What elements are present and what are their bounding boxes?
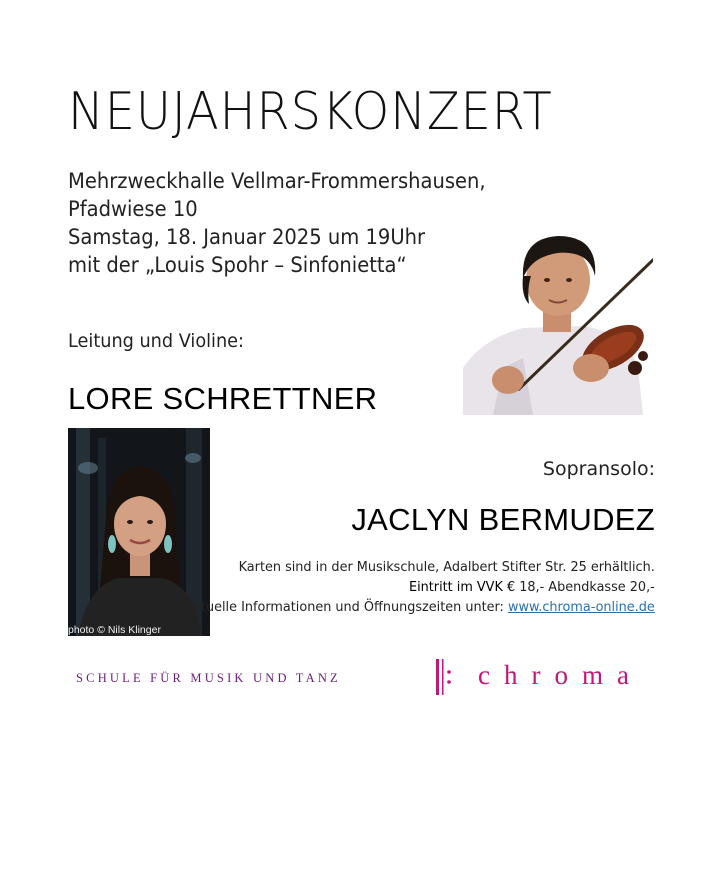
- concert-title: NEUJAHRSKONZERT: [68, 82, 553, 142]
- violinist-photo: [463, 218, 653, 415]
- brand-wordmark: chroma: [478, 660, 643, 690]
- soloist-name: JACLYN BERMUDEZ: [351, 502, 655, 537]
- ticket-price-line: [185, 577, 655, 597]
- ticket-info: [185, 557, 655, 617]
- venue-line-2: Pfadwiese 10: [68, 197, 198, 221]
- soloist-role-label: Sopransolo:: [542, 458, 655, 480]
- conductor-name: LORE SCHRETTNER: [68, 381, 378, 416]
- date-line: Samstag, 18. Januar 2025 um 19Uhr: [68, 225, 426, 249]
- info-line: [185, 597, 655, 617]
- presale-label: Eintritt im VVK €: [409, 579, 516, 595]
- conductor-role-label: Leitung und Violine:: [68, 330, 244, 352]
- school-name: SCHULE FÜR MUSIK UND TANZ: [76, 671, 341, 685]
- repeat-sign-icon: [436, 659, 466, 695]
- event-details: [68, 167, 486, 279]
- venue-line-1: Mehrzweckhalle Vellmar-Frommershausen,: [68, 169, 486, 193]
- price-values: 18,- Abendkasse 20,-: [515, 579, 655, 595]
- ensemble-line: mit der „Louis Spohr – Sinfonietta“: [68, 253, 407, 277]
- photo-credit: photo © Nils Klinger: [68, 624, 161, 636]
- website-link[interactable]: www.chroma-online.de: [508, 599, 655, 615]
- ticket-location-line: Karten sind in der Musikschule, Adalbert Stifter Str. 25 erhältlich.: [238, 559, 655, 575]
- info-prefix: Aktuelle Informationen und Öffnungszeiten unter:: [184, 599, 509, 615]
